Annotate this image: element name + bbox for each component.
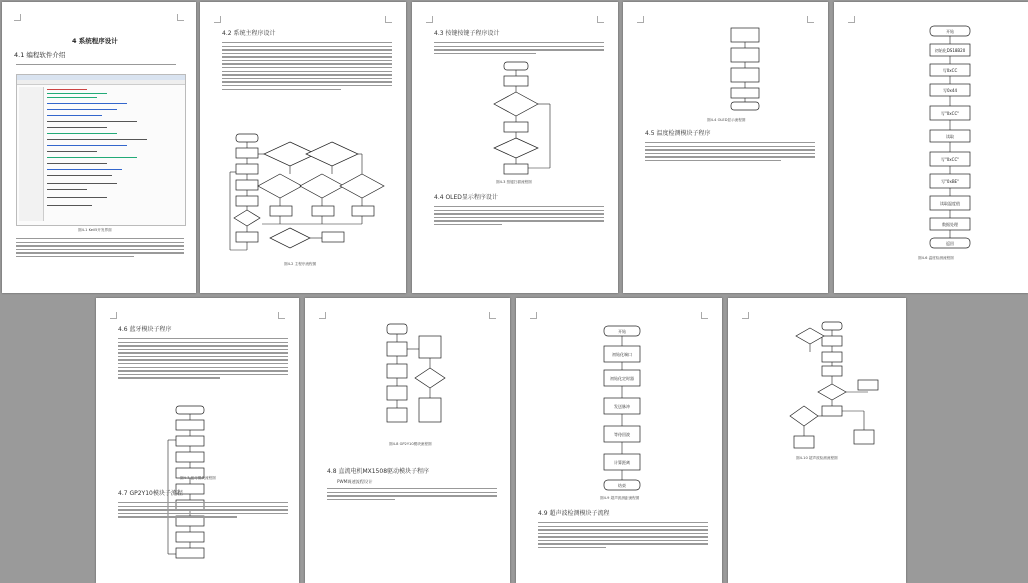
svg-text:返回: 返回 <box>946 241 954 246</box>
figure-caption: 图4-6 温度检测流程图 <box>918 256 954 260</box>
crop-mark <box>701 312 708 319</box>
document-page-7 <box>305 298 510 583</box>
document-page-9 <box>728 298 906 583</box>
crop-mark <box>489 312 496 319</box>
oled-flowchart <box>725 26 765 112</box>
gp2y10-flowchart <box>383 322 449 438</box>
sub-caption: PWM调速流程设计 <box>337 479 373 484</box>
document-page-4 <box>623 2 828 293</box>
svg-text:初始化端口: 初始化端口 <box>612 352 632 357</box>
svg-text:计算距离: 计算距离 <box>614 460 630 465</box>
svg-text:写0xCC: 写0xCC <box>942 68 958 73</box>
svg-text:等待回波: 等待回波 <box>614 432 630 437</box>
crop-mark <box>530 312 537 319</box>
figure-caption: 图4-3 按键扫描流程图 <box>496 180 532 184</box>
crop-mark <box>177 14 184 21</box>
svg-text:写"0xCC": 写"0xCC" <box>940 157 960 162</box>
key-scan-flowchart <box>476 60 556 178</box>
paragraph <box>327 488 497 502</box>
paragraph <box>16 238 184 259</box>
figure-caption: 图4-4 OLED显示流程图 <box>707 118 746 122</box>
crop-mark <box>385 16 392 23</box>
document-page-5 <box>834 2 1028 293</box>
figure-caption: 图4-9 超声波测距流程图 <box>600 496 640 500</box>
svg-text:数据处理: 数据处理 <box>942 222 958 227</box>
figure-caption: 图4-7 蓝牙模块流程图 <box>180 476 216 480</box>
crop-mark <box>637 16 644 23</box>
section-title: 4.6 蓝牙模块子程序 <box>118 326 172 333</box>
document-page-8 <box>516 298 722 583</box>
section-title: 4.1 编程软件介绍 <box>14 51 66 59</box>
paragraph <box>645 142 815 163</box>
ultrasonic-detect-flowchart <box>780 320 890 454</box>
crop-mark <box>426 16 433 23</box>
section-title: 4.4 OLED显示程序设计 <box>434 194 498 201</box>
crop-mark <box>110 312 117 319</box>
ultrasonic-flowchart <box>600 324 644 494</box>
paragraph <box>434 42 604 56</box>
paragraph <box>118 338 288 381</box>
svg-text:初始化定时器: 初始化定时器 <box>610 376 634 381</box>
svg-text:读取温度值: 读取温度值 <box>940 201 960 206</box>
crop-mark <box>14 14 21 21</box>
svg-text:读取: 读取 <box>946 134 954 139</box>
paragraph <box>538 522 708 551</box>
flow-node: 开始 <box>946 29 954 34</box>
paragraph <box>222 42 392 92</box>
main-flowchart <box>222 132 392 260</box>
crop-mark <box>214 16 221 23</box>
svg-text:写"0xBE": 写"0xBE" <box>941 179 959 184</box>
svg-text:写"0xCC": 写"0xCC" <box>940 111 960 116</box>
section-title: 4.3 按键按键子程序设计 <box>434 30 500 37</box>
document-page-3 <box>412 2 618 293</box>
figure-caption: 图4-1 Keil5开发界面 <box>78 228 112 232</box>
crop-mark <box>807 16 814 23</box>
svg-text:开始: 开始 <box>618 329 626 334</box>
section-title: 4.8 直流电机MX1508驱动模块子程序 <box>327 468 430 475</box>
document-page-1 <box>2 2 196 293</box>
paragraph <box>16 64 176 68</box>
crop-mark <box>597 16 604 23</box>
section-title: 4.9 超声波检测模块子流程 <box>538 510 610 517</box>
document-page-6 <box>96 298 299 583</box>
figure-caption: 图4-8 GP2Y10模块流程图 <box>389 442 432 446</box>
svg-text:写0x44: 写0x44 <box>942 88 958 93</box>
paragraph <box>434 206 604 227</box>
crop-mark <box>319 312 326 319</box>
figure-caption: 图4-10 超声波检测流程图 <box>796 456 838 460</box>
chapter-title: 4 系统程序设计 <box>72 37 118 45</box>
section-title: 4.2 系统主程序设计 <box>222 30 276 37</box>
crop-mark <box>742 312 749 319</box>
crop-mark <box>278 312 285 319</box>
temperature-flowchart <box>922 24 978 252</box>
ide-screenshot <box>16 74 186 226</box>
section-title: 4.7 GP2Y10模块子流程 <box>118 490 183 497</box>
svg-text:初始化DS18B20: 初始化DS18B20 <box>934 48 966 53</box>
section-title: 4.5 温度检测模块子程序 <box>645 130 711 137</box>
svg-text:发送脉冲: 发送脉冲 <box>614 404 630 409</box>
figure-caption: 图4-2 主程序流程图 <box>284 262 317 266</box>
document-page-2 <box>200 2 406 293</box>
paragraph <box>118 502 288 520</box>
svg-text:结束: 结束 <box>618 483 626 488</box>
crop-mark <box>848 16 855 23</box>
